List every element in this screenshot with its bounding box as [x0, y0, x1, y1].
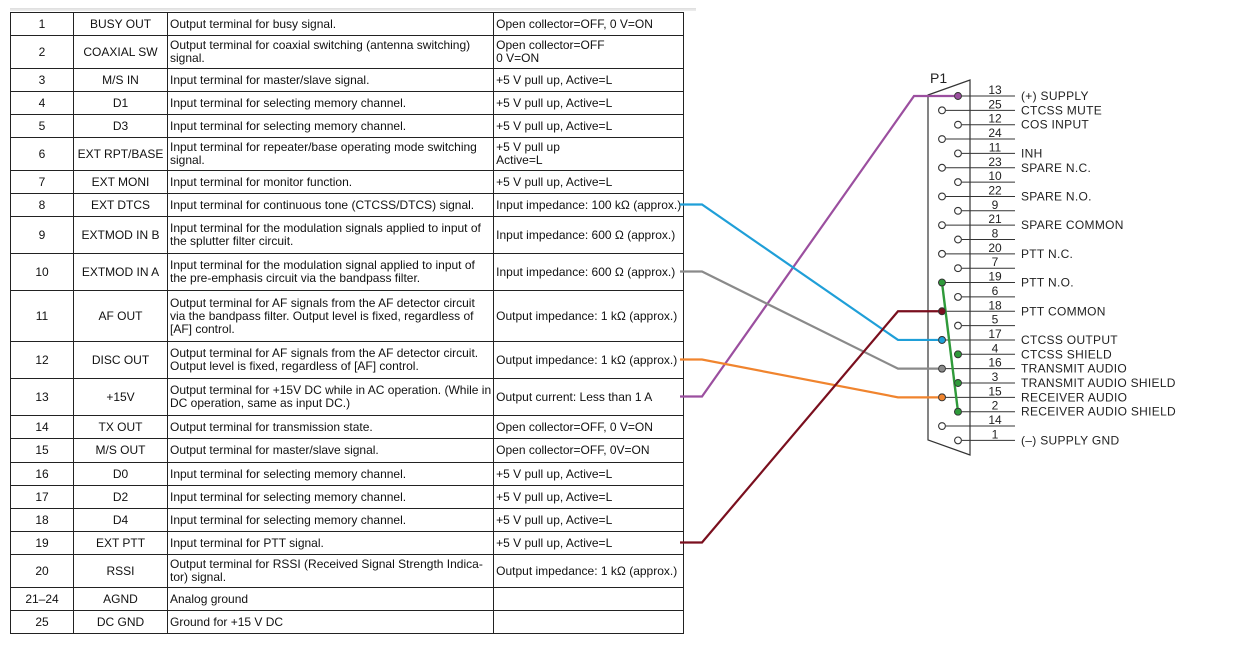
pin-spec-cell-line: +5 V pull up, Active=L	[496, 512, 613, 527]
pin-name-cell: +15V	[74, 379, 168, 416]
pin-name-cell: BUSY OUT	[74, 13, 168, 36]
pin-number-label: 4	[991, 341, 999, 356]
wire-row-8-to-pin-17	[680, 205, 942, 340]
pin-description-cell-line: Output terminal for coaxial switching (antenna switching)	[170, 38, 471, 52]
pin-number-label: 21	[988, 212, 1002, 227]
pin-function-label: (–) SUPPLY GND	[1021, 433, 1120, 448]
pin-function-label: PTT N.O.	[1021, 275, 1074, 290]
pin-name-cell: TX OUT	[74, 416, 168, 439]
pin-socket	[955, 179, 962, 186]
pin-spec-cell-line: Open collector=OFF, 0 V=ON	[496, 419, 653, 434]
pin-number-label: 2	[991, 398, 999, 413]
pin-spec-cell-line: +5 V pull up, Active=L	[496, 466, 613, 481]
pin-spec-cell-line: Output current: Less than 1 A	[496, 389, 653, 404]
pin-spec-cell-line: +5 V pull up, Active=L	[496, 535, 613, 550]
pin-function-label: SPARE COMMON	[1021, 218, 1124, 233]
pin-number-label: 24	[988, 126, 1002, 141]
pin-number-label: 17	[988, 326, 1002, 341]
connected-socket	[939, 365, 946, 372]
pin-number-cell: 25	[11, 611, 74, 634]
pin-name-cell: AGND	[74, 588, 168, 611]
pin-name-cell: AF OUT	[74, 291, 168, 342]
pin-name-cell: EXT MONI	[74, 171, 168, 194]
pin-function-label: TRANSMIT AUDIO	[1021, 361, 1127, 376]
pin-description-cell-line: Input terminal for PTT signal.	[170, 535, 324, 550]
pin-socket	[955, 265, 962, 272]
pin-name-cell: EXT PTT	[74, 532, 168, 555]
pin-socket	[939, 136, 946, 143]
pin-number-cell: 11	[11, 291, 74, 342]
pin-number-label: 20	[988, 240, 1002, 255]
pin-function-label: PTT N.C.	[1021, 246, 1074, 261]
pin-name-cell: M/S OUT	[74, 439, 168, 463]
pin-description-cell-line: Input terminal for monitor function.	[170, 174, 353, 189]
pin-number-cell: 4	[11, 92, 74, 115]
pin-function-label: PTT COMMON	[1021, 304, 1106, 319]
pin-socket	[955, 207, 962, 214]
pin-function-label: RECEIVER AUDIO SHIELD	[1021, 404, 1177, 419]
pin-description-cell-line: Output terminal for +15V DC while in AC operation. (While in	[170, 383, 492, 397]
pin-number-label: 7	[991, 255, 999, 270]
pin-name-cell: D2	[74, 486, 168, 509]
pin-description-cell-line: Output terminal for AF signals from the AF detector circuit	[170, 295, 475, 310]
jumper-node	[939, 279, 946, 286]
pin-name-cell: RSSI	[74, 555, 168, 588]
pin-spec-cell-line: +5 V pull up, Active=L	[496, 72, 613, 87]
pin-description-cell-line: via the bandpass filter. Output level is fixed, regardless of	[170, 308, 474, 323]
pin-spec-cell-line: Active=L	[496, 153, 543, 167]
pin-number-label: 11	[988, 140, 1002, 155]
pin-description-cell-line: Input terminal for the modulation signal applied to input of	[170, 258, 475, 272]
pin-number-label: 9	[991, 197, 999, 212]
pin-description-cell-line: Input terminal for selecting memory channel.	[170, 489, 407, 504]
pin-name-cell: DISC OUT	[74, 342, 168, 379]
pin-number-label: 6	[991, 283, 999, 298]
pin-description-cell-line: the splutter filter circuit.	[170, 234, 294, 248]
pin-function-label: INH	[1021, 146, 1043, 161]
connected-socket	[939, 394, 946, 401]
pin-description-cell-line: tor) signal.	[170, 570, 227, 584]
pin-number-cell: 17	[11, 486, 74, 509]
pin-spec-cell-line: Input impedance: 600 Ω (approx.)	[496, 264, 676, 279]
pin-name-cell: D3	[74, 115, 168, 138]
pin-function-label: CTCSS OUTPUT	[1021, 332, 1118, 347]
pin-number-label: 5	[991, 312, 999, 327]
pin-number-label: 8	[991, 226, 999, 241]
pin-spec-cell-line: +5 V pull up	[496, 140, 560, 154]
pin-name-cell: EXT RPT/BASE	[74, 138, 168, 171]
pin-number-cell: 9	[11, 217, 74, 254]
pin-function-label: (+) SUPPLY	[1021, 89, 1089, 103]
pin-number-cell: 16	[11, 463, 74, 486]
pin-number-label: 25	[988, 97, 1002, 112]
wire-row-19-to-pin-18	[680, 311, 942, 542]
pin-spec-cell-line: Open collector=OFF, 0 V=ON	[496, 16, 653, 31]
wire-row-10-to-pin-16	[680, 272, 942, 369]
pin-number-cell: 21–24	[11, 588, 74, 611]
pin-name-cell: DC GND	[74, 611, 168, 634]
pin-number-label: 22	[988, 183, 1002, 198]
pin-socket	[955, 322, 962, 329]
pin-spec-cell-line: +5 V pull up, Active=L	[496, 174, 613, 189]
pin-number-cell: 8	[11, 194, 74, 217]
pin-description-cell-line: signal.	[170, 51, 205, 65]
jumper-node	[955, 351, 962, 358]
pin-description-cell-line: signal.	[170, 153, 205, 167]
pin-number-label: 1	[991, 427, 999, 442]
pin-socket	[939, 423, 946, 430]
jumper-node	[955, 380, 962, 387]
connected-socket	[955, 93, 962, 100]
pin-socket	[939, 107, 946, 114]
wire-row-13-to-pin-13	[680, 96, 958, 397]
pin-number-label: 18	[988, 298, 1002, 313]
pin-name-cell: D4	[74, 509, 168, 532]
jumper-node	[955, 408, 962, 415]
pin-number-cell: 12	[11, 342, 74, 379]
pin-function-label: SPARE N.C.	[1021, 160, 1092, 175]
pin-socket	[955, 150, 962, 157]
pin-number-label: 23	[988, 154, 1002, 169]
connected-socket	[939, 308, 946, 315]
wire-ground-jumper	[942, 283, 958, 412]
pin-number-cell: 6	[11, 138, 74, 171]
pin-spec-cell-line: +5 V pull up, Active=L	[496, 489, 613, 504]
pin-name-cell: D1	[74, 92, 168, 115]
pin-name-cell: COAXIAL SW	[74, 36, 168, 69]
pin-function-label: TRANSMIT AUDIO SHIELD	[1021, 376, 1176, 390]
pin-socket	[939, 222, 946, 229]
pin-number-cell: 2	[11, 36, 74, 69]
pin-description-cell-line: Output terminal for RSSI (Received Signal Strength Indica-	[170, 557, 483, 571]
pin-number-label: 14	[988, 413, 1002, 428]
pin-socket	[939, 193, 946, 200]
pin-function-label: CTCSS MUTE	[1021, 103, 1102, 118]
pin-socket	[955, 437, 962, 444]
pin-description-cell-line: Output terminal for AF signals from the AF detector circuit.	[170, 346, 479, 360]
pin-description-cell-line: Input terminal for selecting memory channel.	[170, 118, 407, 133]
pin-description-cell-line: Output terminal for master/slave signal.	[170, 443, 379, 457]
pin-function-label: RECEIVER AUDIO	[1021, 390, 1128, 405]
pin-number-cell: 20	[11, 555, 74, 588]
pin-socket	[955, 121, 962, 128]
pin-number-label: 12	[988, 111, 1002, 126]
pin-number-cell: 13	[11, 379, 74, 416]
pin-description-cell-line: [AF] control.	[170, 321, 235, 336]
pin-name-cell: EXTMOD IN B	[74, 217, 168, 254]
pin-number-cell: 1	[11, 13, 74, 36]
pin-description-cell-line: Input terminal for the modulation signals applied to input of	[170, 221, 481, 235]
pin-number-cell: 5	[11, 115, 74, 138]
pin-spec-cell-line: +5 V pull up, Active=L	[496, 118, 613, 133]
pin-number-label: 16	[988, 355, 1002, 370]
pin-spec-cell-line: Open collector=OFF	[496, 38, 605, 52]
connector-shell-outline	[928, 80, 970, 455]
pin-number-label: 10	[988, 169, 1002, 184]
pin-spec-cell-line: Output impedance: 1 kΩ (approx.)	[496, 352, 678, 367]
pin-spec-cell-line: Input impedance: 100 kΩ (approx.)	[496, 197, 682, 212]
pin-description-cell-line: Input terminal for continuous tone (CTCSS/DTCS) signal.	[170, 197, 475, 212]
pin-function-label: SPARE N.O.	[1021, 189, 1092, 204]
pin-spec-cell-line: Output impedance: 1 kΩ (approx.)	[496, 308, 678, 323]
pin-number-cell: 3	[11, 69, 74, 92]
pin-socket	[955, 294, 962, 301]
pin-function-label: COS INPUT	[1021, 117, 1090, 132]
pin-spec-cell-line: Open collector=OFF, 0V=ON	[496, 443, 650, 457]
wire-row-12-to-pin-15	[680, 360, 942, 398]
pin-socket	[939, 250, 946, 257]
pin-description-cell-line: Output terminal for busy signal.	[170, 16, 337, 31]
pin-name-cell: D0	[74, 463, 168, 486]
pin-number-cell: 19	[11, 532, 74, 555]
pin-description-cell-line: Input terminal for selecting memory channel.	[170, 466, 407, 481]
connector-title: P1	[930, 70, 948, 86]
pin-description-cell-line: Input terminal for selecting memory channel.	[170, 512, 407, 527]
pin-number-label: 15	[988, 384, 1002, 399]
pin-number-cell: 10	[11, 254, 74, 291]
pin-description-cell-line: Analog ground	[170, 591, 249, 606]
pin-number-label: 19	[988, 269, 1002, 284]
pin-number-cell: 7	[11, 171, 74, 194]
pin-description-cell-line: Input terminal for repeater/base operating mode switching	[170, 140, 477, 154]
pin-spec-cell-line: Input impedance: 600 Ω (approx.)	[496, 227, 676, 242]
pin-socket	[955, 236, 962, 243]
pin-description-cell-line: Input terminal for master/slave signal.	[170, 72, 370, 87]
pin-spec-cell-line: Output impedance: 1 kΩ (approx.)	[496, 563, 678, 578]
pin-description-cell-line: Ground for +15 V DC	[170, 614, 284, 629]
pin-spec-cell-line: 0 V=ON	[496, 51, 540, 65]
pin-description-cell-line: Output level is fixed, regardless of [AF] control.	[170, 359, 419, 373]
pin-number-cell: 18	[11, 509, 74, 532]
pin-number-label: 13	[988, 83, 1002, 97]
pin-name-cell: M/S IN	[74, 69, 168, 92]
pin-socket	[939, 164, 946, 171]
pin-number-cell: 14	[11, 416, 74, 439]
pin-number-cell: 15	[11, 439, 74, 463]
pin-function-label: CTCSS SHIELD	[1021, 347, 1112, 362]
pin-description-cell-line: Input terminal for selecting memory channel.	[170, 95, 407, 110]
pin-spec-cell-line: +5 V pull up, Active=L	[496, 95, 613, 110]
pin-name-cell: EXTMOD IN A	[74, 254, 168, 291]
connected-socket	[939, 337, 946, 344]
pin-number-label: 3	[991, 370, 999, 384]
pin-name-cell: EXT DTCS	[74, 194, 168, 217]
pin-description-cell-line: Output terminal for transmission state.	[170, 419, 373, 434]
pin-description-cell-line: DC operation, same as input DC.)	[170, 396, 351, 410]
pin-description-cell-line: the pre-emphasis circuit via the bandpass filter.	[170, 271, 421, 285]
